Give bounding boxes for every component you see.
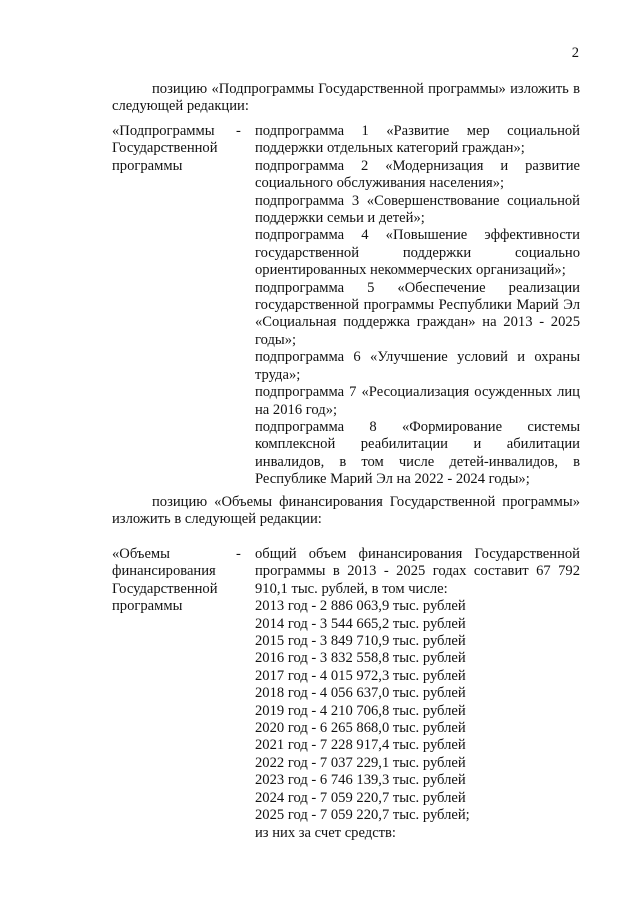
financing-year-line: 2019 год - 4 210 706,8 тыс. рублей [255, 702, 466, 719]
financing-year-line: 2025 год - 7 059 220,7 тыс. рублей; [255, 807, 470, 824]
financing-year-line: 2022 год - 7 037 229,1 тыс. рублей [255, 754, 466, 771]
financing-year-line: 2024 год - 7 059 220,7 тыс. рублей [255, 789, 466, 806]
financing-year-line: 2015 год - 3 849 710,9 тыс. рублей [255, 633, 466, 650]
financing-year-line: 2021 год - 7 228 917,4 тыс. рублей [255, 737, 466, 754]
financing-footer: из них за счет средств: [255, 824, 396, 841]
subprograms-label: «Подпрограммы Государственной программы [112, 123, 218, 174]
intro-paragraph-financing: позицию «Объемы финансирования Государственной программы» изложить в следующей редакции: [112, 494, 580, 528]
financing-year-line: 2020 год - 6 265 868,0 тыс. рублей [255, 720, 466, 737]
financing-year-line: 2018 год - 4 056 637,0 тыс. рублей [255, 685, 466, 702]
subprogram-item: подпрограмма 4 «Повышение эффективности государственной поддержки социально ориентированных некоммерческих организаций»; [255, 227, 580, 279]
financing-total: общий объем финансирования Государственной программы в 2013 - 2025 годах составит 67 792 910,1 тыс. рублей, в том числе: [255, 546, 580, 597]
subprogram-item: подпрограмма 2 «Модернизация и развитие социального обслуживания населения»; [255, 157, 580, 192]
financing-year-line: 2014 год - 3 544 665,2 тыс. рублей [255, 615, 466, 632]
subprogram-item: подпрограмма 3 «Совершенствование социальной поддержки семьи и детей»; [255, 192, 580, 227]
financing-details [255, 546, 580, 842]
financing-year-line: 2017 год - 4 015 972,3 тыс. рублей [255, 667, 466, 684]
label-dash: - [236, 123, 241, 139]
financing-year-line: 2016 год - 3 832 558,8 тыс. рублей [255, 650, 466, 667]
subprogram-item: подпрограмма 8 «Формирование системы комплексной реабилитации и абилитации инвалидов, в том числе детей-инвалидов, в Республике Марий Эл на 2022 - 2024 годы»; [255, 418, 580, 488]
intro-paragraph-subprograms: позицию «Подпрограммы Государственной программы» изложить в следующей редакции: [112, 81, 580, 115]
financing-label: «Объемы финансирования Государственной программы [112, 546, 218, 615]
financing-year-line: 2023 год - 6 746 139,3 тыс. рублей [255, 772, 466, 789]
subprogram-item: подпрограмма 6 «Улучшение условий и охраны труда»; [255, 349, 580, 383]
label-dash: - [236, 546, 241, 562]
subprogram-item: подпрограмма 5 «Обеспечение реализации государственной программы Республики Марий Эл «Социальная поддержка граждан» на 2013 - 2025 годы»; [255, 279, 580, 348]
subprograms-list [255, 123, 580, 489]
subprogram-item: подпрограмма 7 «Ресоциализация осужденных лиц на 2016 год»; [255, 384, 580, 418]
page-number: 2 [571, 45, 579, 61]
subprogram-item: подпрограмма 1 «Развитие мер социальной поддержки отдельных категорий граждан»; [255, 123, 580, 157]
financing-year-line: 2013 год - 2 886 063,9 тыс. рублей [255, 598, 466, 615]
